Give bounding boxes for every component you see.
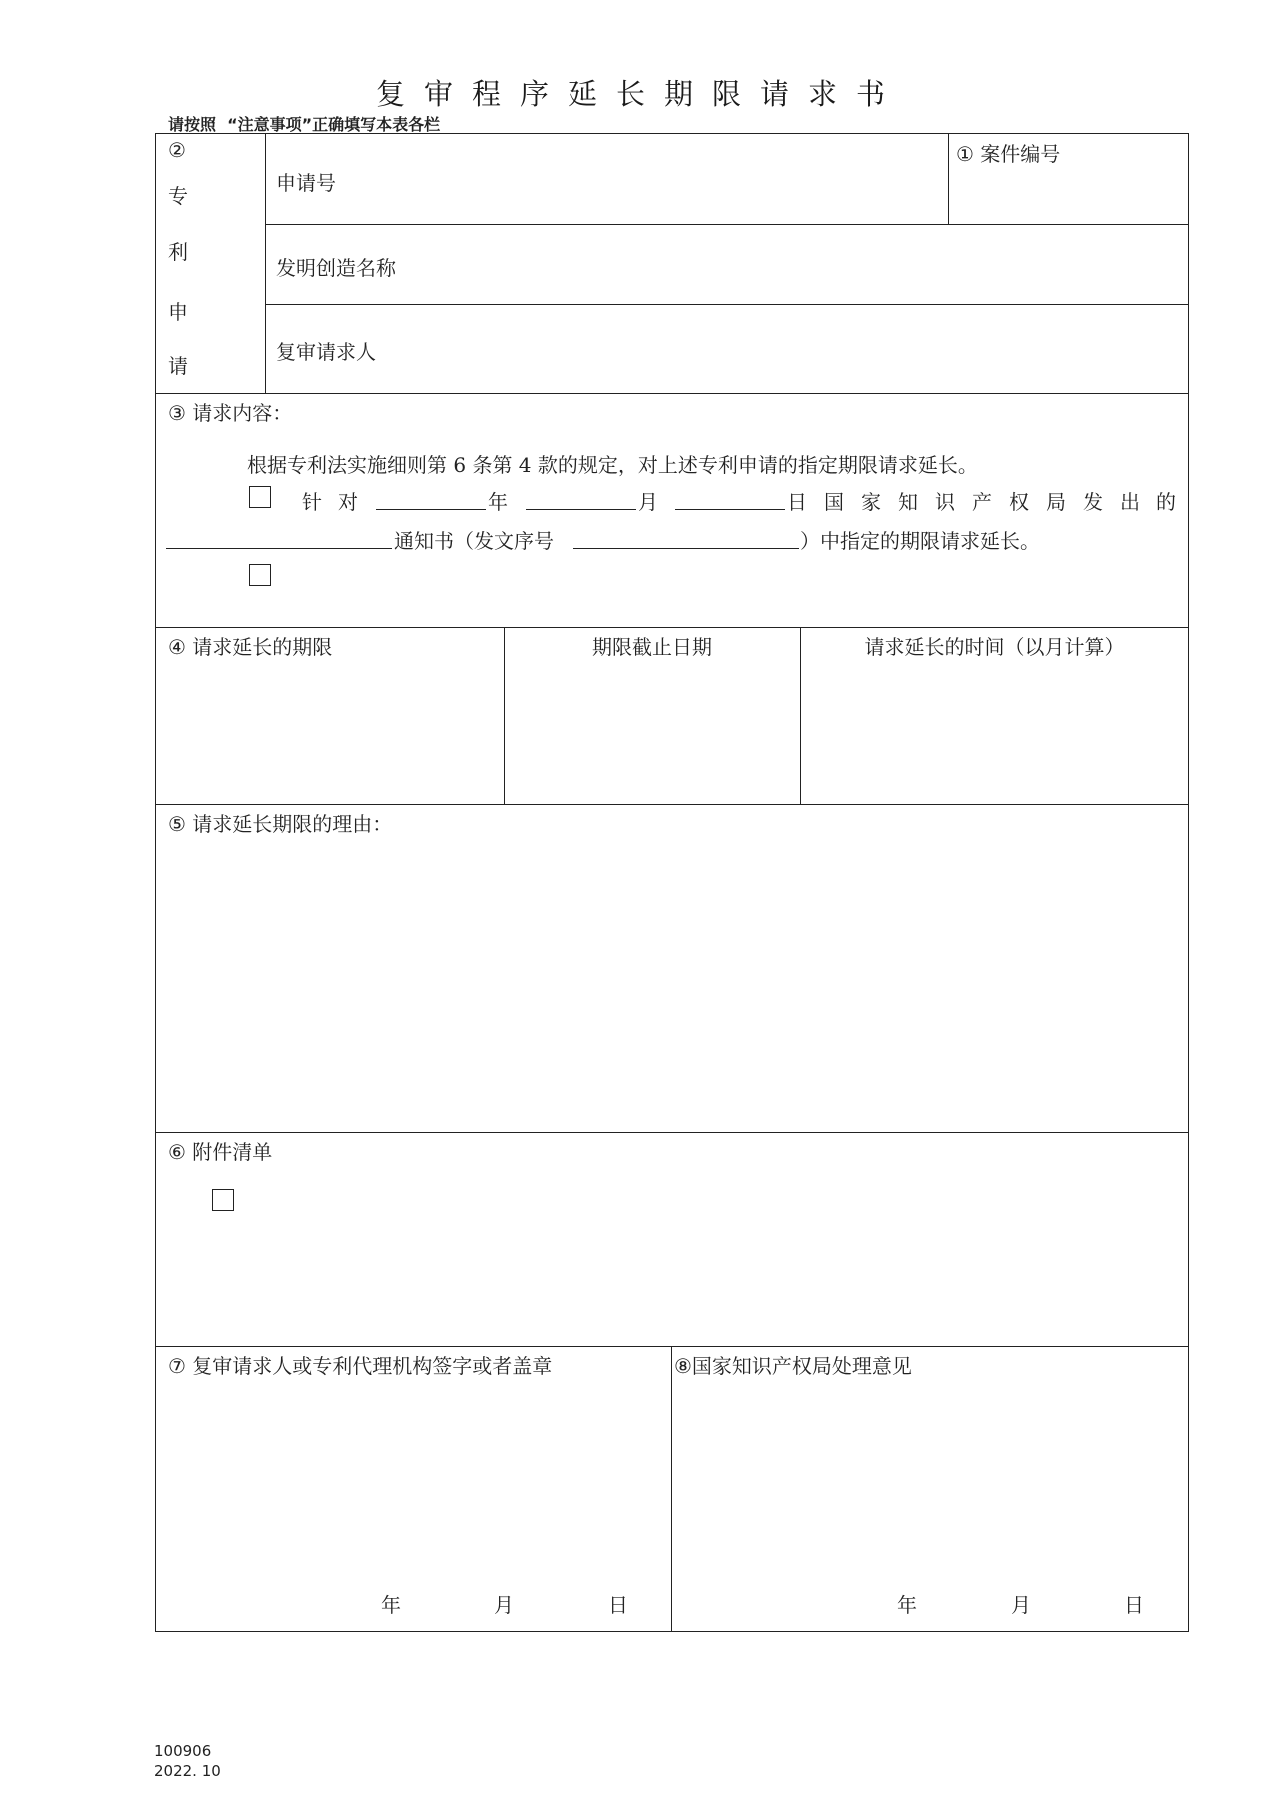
section-2-number: ②	[168, 138, 186, 162]
line2-char: 出	[1120, 490, 1140, 514]
other-request-checkbox[interactable]	[249, 564, 271, 586]
line2-char: 家	[861, 490, 881, 514]
signature-month-label: 月	[494, 1593, 514, 1617]
deadline-field[interactable]	[512, 664, 792, 794]
line2-char: 的	[1156, 490, 1176, 514]
notice-day-blank[interactable]	[675, 509, 785, 510]
notice-text: 通知书（发文序号	[394, 529, 554, 553]
reason-label: ⑤ 请求延长期限的理由：	[168, 812, 393, 836]
signature-day-label: 日	[608, 1593, 628, 1617]
extension-period-label: ④ 请求延长的期限	[168, 635, 333, 659]
form-version: 2022. 10	[154, 1762, 221, 1780]
notice-month-blank[interactable]	[526, 509, 636, 510]
application-number-label: 申请号	[276, 171, 336, 195]
reason-field[interactable]	[166, 844, 1178, 1124]
request-form	[155, 133, 1189, 1632]
invention-name-field[interactable]	[436, 234, 1176, 294]
line2-char: 知	[898, 490, 918, 514]
signature-field[interactable]	[166, 1384, 661, 1554]
line2-char: 针	[302, 490, 322, 514]
application-number-field[interactable]	[386, 148, 936, 214]
day-char: 日	[787, 490, 807, 514]
office-opinion-label: ⑧国家知识产权局处理意见	[674, 1354, 912, 1378]
year-char: 年	[488, 490, 508, 514]
line2-char: 对	[338, 490, 358, 514]
requester-label: 复审请求人	[276, 340, 376, 364]
dispatch-serial-blank[interactable]	[573, 548, 799, 549]
attachments-label: ⑥ 附件清单	[168, 1140, 273, 1164]
section-2-char: 专	[168, 184, 188, 208]
section-2-char: 利	[168, 240, 188, 264]
line2-char: 识	[935, 490, 955, 514]
case-number-label: ① 案件编号	[956, 142, 1061, 166]
line2-char: 权	[1009, 490, 1029, 514]
line2-char: 局	[1046, 490, 1066, 514]
notice-extension-checkbox[interactable]	[249, 486, 271, 508]
attachment-checkbox[interactable]	[212, 1189, 234, 1211]
deadline-label: 期限截止日期	[592, 635, 712, 659]
extension-time-label: 请求延长的时间（以月计算）	[864, 635, 1125, 659]
office-day-label: 日	[1124, 1593, 1144, 1617]
month-char: 月	[638, 490, 658, 514]
fill-instruction: 请按照 “注意事项”正确填写本表各栏	[168, 115, 441, 134]
section-2-char: 请	[168, 354, 188, 378]
signature-label: ⑦ 复审请求人或专利代理机构签字或者盖章	[168, 1354, 553, 1378]
notice-year-blank[interactable]	[376, 509, 486, 510]
request-content-paragraph: 根据专利法实施细则第 6 条第 4 款的规定，对上述专利申请的指定期限请求延长。	[247, 453, 978, 477]
form-code: 100906	[154, 1742, 212, 1760]
extension-period-field[interactable]	[166, 664, 496, 794]
requester-field[interactable]	[406, 314, 1176, 384]
office-year-label: 年	[897, 1593, 917, 1617]
notice-name-blank[interactable]	[166, 548, 392, 549]
signature-year-label: 年	[381, 1593, 401, 1617]
invention-name-label: 发明创造名称	[276, 256, 396, 280]
extension-time-field[interactable]	[808, 664, 1178, 794]
notice-text-end: ）中指定的期限请求延长。	[800, 529, 1040, 553]
page-title: 复审程序延长期限请求书	[375, 77, 904, 111]
section-2-char: 申	[168, 300, 188, 324]
line2-char: 发	[1083, 490, 1103, 514]
office-month-label: 月	[1011, 1593, 1031, 1617]
request-content-label: ③ 请求内容：	[168, 401, 293, 425]
line2-char: 产	[972, 490, 992, 514]
line2-char: 国	[824, 490, 844, 514]
case-number-field[interactable]	[956, 174, 1176, 218]
